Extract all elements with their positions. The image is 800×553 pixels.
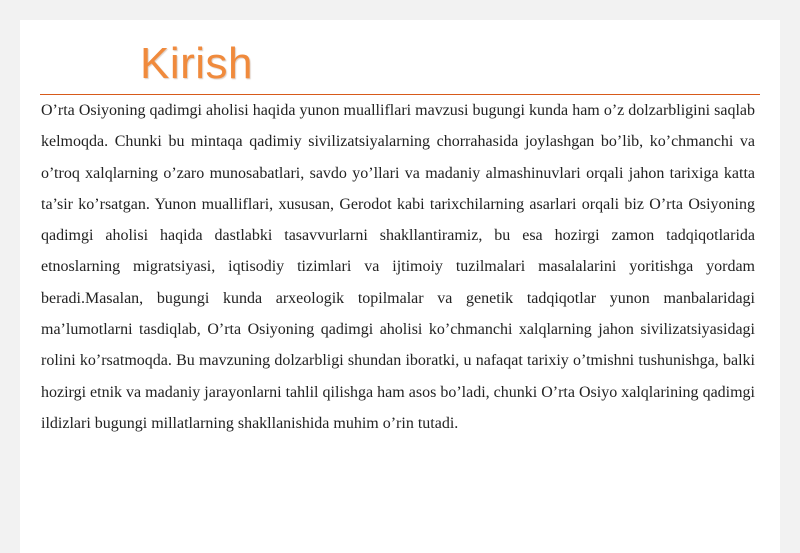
body-paragraph: O’rta Osiyoning qadimgi aholisi haqida yunon mualliflari mavzusi bugungi kunda ham o’z dolzarbligini saqlab kelmoqda. Chunki bu mintaqa qadimiy sivilizatsiyalarning chorrahasida joylashgan bo’lib, ko’chmanchi va o’troq xalqlarning o’zaro munosabatlari, savdo yo’llari va madaniy almashinuvlari orqali jahon tarixiga katta ta’sir ko’rsatgan. Yunon mualliflari, xususan, Gerodot kabi tarixchilarning asarlari orqali biz O’rta Osiyoning qadimgi aholisi haqida dastlabki tasavvurlarni shakllantiramiz, bu esa hozirgi zamon tadqiqotlarida etnoslarning migratsiyasi, iqtisodiy tizimlari va ijtimoiy tuzilmalari masalalarini yoritishga yordam beradi.Masalan, bugungi kunda arxeologik topilmalar va genetik tadqiqotlar yunon manbalaridagi ma’lumotlarni tasdiqlab, O’rta Osiyoning qadimgi aholisi ko’chmanchi xalqlarning jahon sivilizatsiyasidagi rolini ko’rsatmoqda. Bu mavzuning dolzarbligi shundan iboratki, u nafaqat tarixiy o’tmishni tushunishga, balki hozirgi etnik va madaniy jarayonlarni tahlil qilishga ham asos bo’ladi, chunki O’rta Osiyo xalqlarining qadimgi ildizlari bugungi millatlarning shakllanishida muhim o’rin tutadi. [41,102,755,432]
slide [20,20,780,553]
slide-title: Kirish [140,39,254,88]
